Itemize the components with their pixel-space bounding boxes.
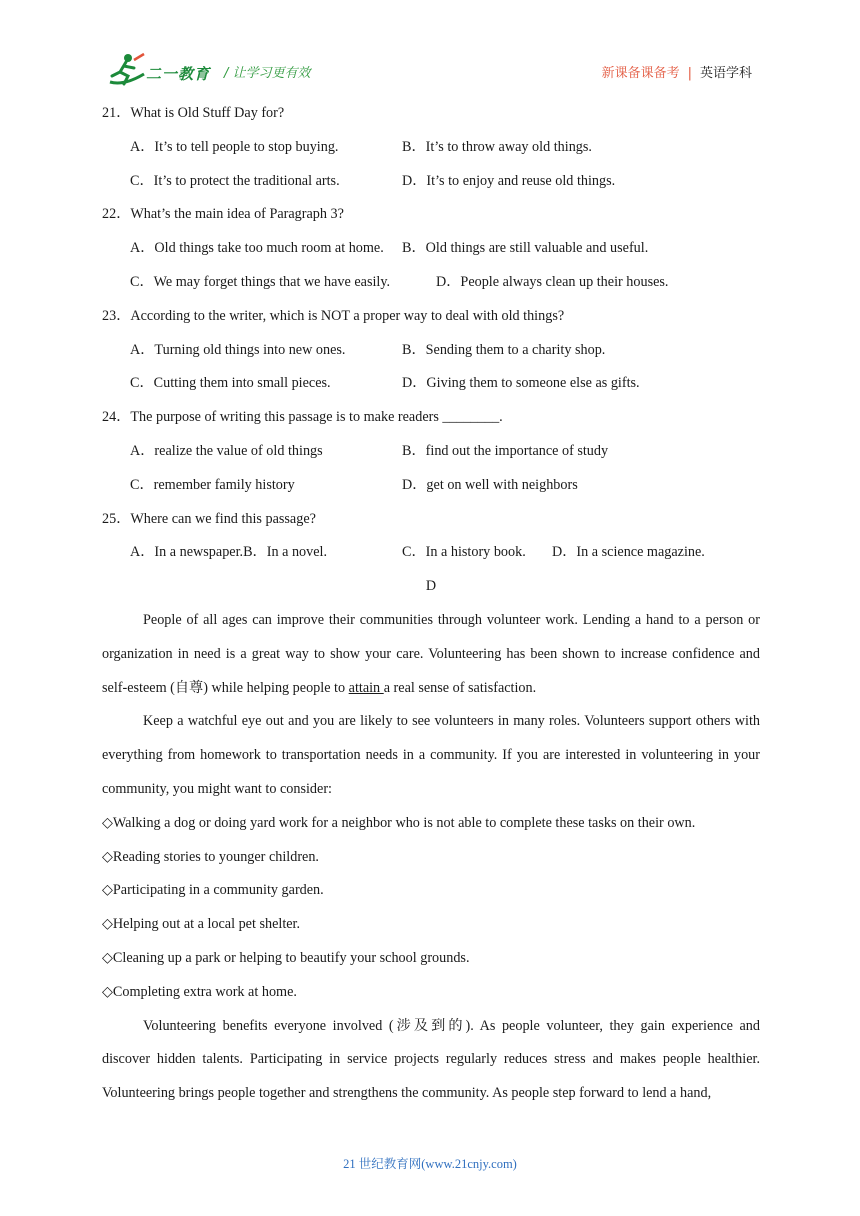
option-a: A．It’s to tell people to stop buying. bbox=[130, 138, 339, 155]
option-a: A．Old things take too much room at home. bbox=[130, 240, 384, 257]
bullet-item: ◇Completing extra work at home. bbox=[102, 983, 297, 1000]
header-course-label: 新课备课备考 bbox=[601, 66, 680, 81]
option-d: D．People always clean up their houses. bbox=[436, 273, 669, 290]
logo bbox=[104, 52, 216, 92]
page-content bbox=[102, 97, 760, 1111]
question-22-row-1 bbox=[102, 232, 760, 266]
question-24: 24．The purpose of writing this passage is to make readers ________. bbox=[102, 409, 503, 426]
bullet-item: ◇Participating in a community garden. bbox=[102, 882, 324, 899]
underlined-word: attain bbox=[348, 679, 384, 696]
question-22: 22．What’s the main idea of Paragraph 3? bbox=[102, 206, 344, 223]
option-b: B．Sending them to a charity shop. bbox=[402, 341, 606, 358]
option-b: B．It’s to throw away old things. bbox=[402, 138, 592, 155]
option-c: C．Cutting them into small pieces. bbox=[130, 375, 331, 392]
question-25-options bbox=[102, 536, 760, 570]
question-21: 21．What is Old Stuff Day for? bbox=[102, 105, 285, 121]
option-b: B．Old things are still valuable and useful. bbox=[402, 240, 649, 257]
question-21-row-1 bbox=[102, 131, 760, 165]
p1-text-before: People of all ages can improve their communities through volunteer work. Lending a hand to a person or organization in need is a great way to show your care. Volunteering has been shown to increase confidence and self-esteem (自尊) while helping people to bbox=[102, 611, 760, 696]
option-c: C．It’s to protect the traditional arts. bbox=[130, 172, 340, 189]
option-c: C．remember family history bbox=[130, 476, 295, 493]
header-subject-label: 英语学科 bbox=[699, 66, 752, 81]
option-a: A．In a newspaper. bbox=[130, 544, 244, 561]
header-slogan: / 让学习更有效 bbox=[224, 66, 311, 81]
option-c: C．We may forget things that we have easily. bbox=[130, 273, 391, 290]
question-24-row-1 bbox=[102, 435, 760, 469]
bullet-item: ◇Cleaning up a park or helping to beautify your school grounds. bbox=[102, 949, 470, 966]
option-d: D．get on well with neighbors bbox=[402, 476, 578, 493]
option-b: B．find out the importance of study bbox=[402, 442, 609, 459]
header-right bbox=[602, 62, 752, 81]
question-21-row-2 bbox=[102, 165, 760, 199]
option-c: C．In a history book. bbox=[402, 544, 526, 561]
page-header bbox=[0, 0, 860, 100]
option-b: B．In a novel. bbox=[243, 544, 328, 561]
question-23-row-1 bbox=[102, 334, 760, 368]
option-a: A．realize the value of old things bbox=[130, 442, 323, 459]
question-24-row-2 bbox=[102, 469, 760, 503]
passage-paragraph-3: Volunteering benefits everyone involved (涉及到的). As people volunteer, they gain experience and discover hidden talents. Participating in service projects regularly reduces stress and makes people healthier. Volunteering brings people together and strengthens the community. As people step forward to lend a hand, bbox=[102, 1017, 760, 1102]
header-separator: | bbox=[687, 66, 692, 81]
section-label: D bbox=[425, 578, 437, 595]
runner-logo-icon bbox=[104, 52, 148, 92]
bullet-item: ◇Helping out at a local pet shelter. bbox=[102, 916, 301, 933]
bullet-item: ◇Reading stories to younger children. bbox=[102, 848, 319, 865]
question-23-row-2 bbox=[102, 367, 760, 401]
bullet-item: ◇Walking a dog or doing yard work for a neighbor who is not able to complete these tasks on their own. bbox=[102, 814, 696, 831]
option-a: A．Turning old things into new ones. bbox=[130, 341, 346, 358]
passage-paragraph-1 bbox=[102, 604, 760, 705]
option-d: D．Giving them to someone else as gifts. bbox=[402, 375, 640, 392]
option-d: D．In a science magazine. bbox=[552, 544, 705, 561]
question-23: 23．According to the writer, which is NOT a proper way to deal with old things? bbox=[102, 307, 565, 324]
question-22-row-2 bbox=[102, 266, 760, 300]
logo-text: 二一教育 bbox=[146, 65, 211, 83]
passage-paragraph-2: Keep a watchful eye out and you are likely to see volunteers in many roles. Volunteers support others with everything from homework to transportation needs in a community. If you are interested in volunteering in your community, you might want to consider: bbox=[102, 713, 760, 797]
p1-text-after: a real sense of satisfaction. bbox=[383, 679, 537, 696]
page-footer: 21 世纪教育网(www.21cnjy.com) bbox=[343, 1157, 517, 1171]
option-d: D．It’s to enjoy and reuse old things. bbox=[402, 172, 616, 189]
question-25: 25．Where can we find this passage? bbox=[102, 510, 316, 527]
